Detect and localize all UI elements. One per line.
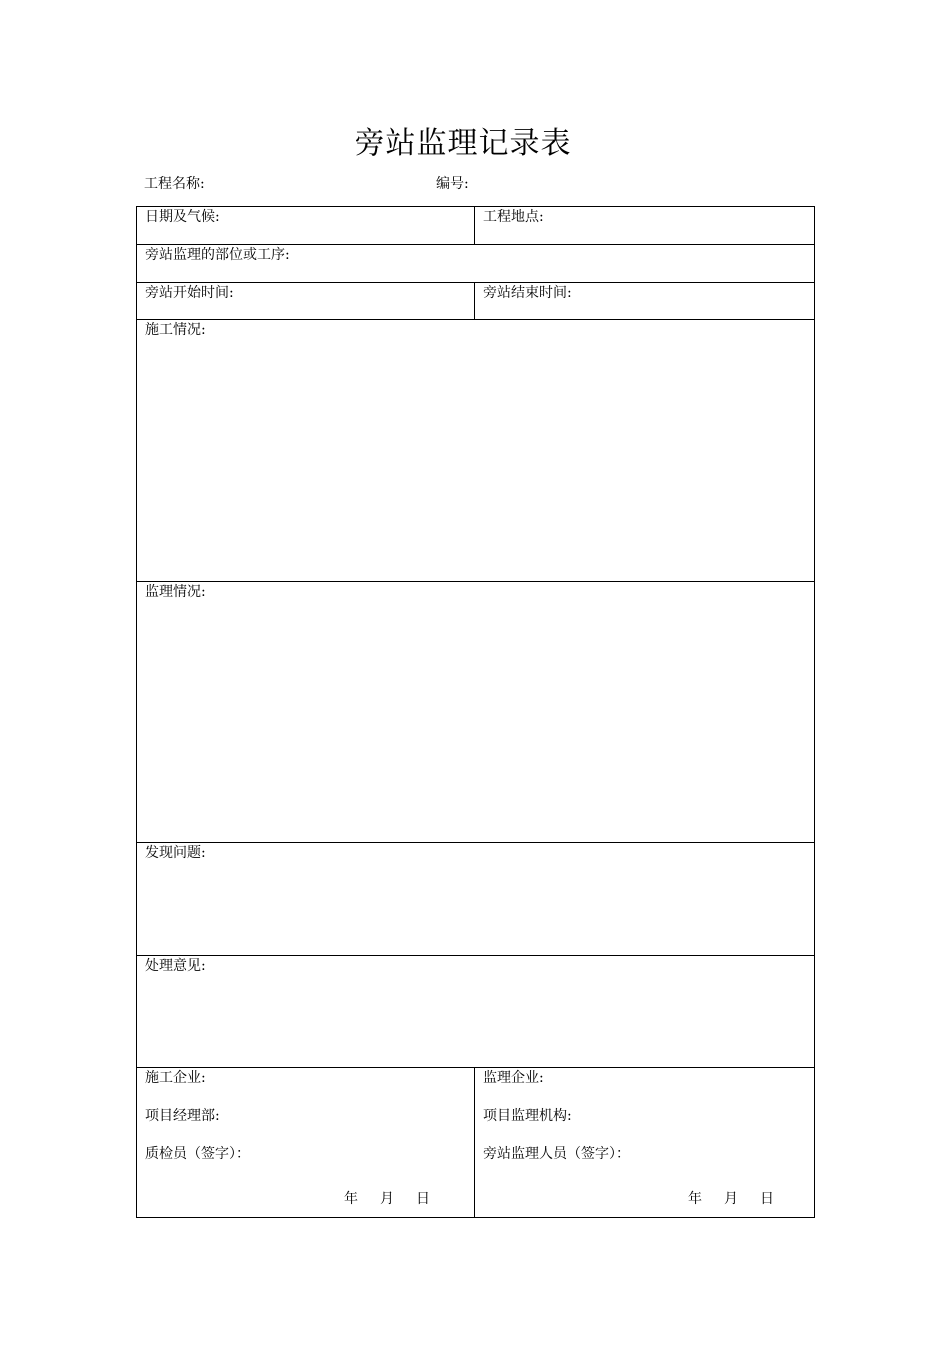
document-title: 旁站监理记录表 bbox=[354, 126, 572, 161]
problems-cell[interactable] bbox=[137, 843, 815, 956]
supervision-date-line bbox=[688, 1189, 774, 1209]
quality-inspector-signature-label: 质检员（签字）： bbox=[145, 1146, 250, 1162]
code-label: 编号: bbox=[436, 176, 469, 192]
problems-label: 发现问题: bbox=[145, 845, 206, 861]
supervision-enterprise-label: 监理企业: bbox=[483, 1070, 544, 1086]
start-time-cell[interactable] bbox=[137, 283, 475, 320]
supervision-organization-label: 项目监理机构: bbox=[483, 1108, 572, 1124]
row-construction-status bbox=[137, 320, 815, 582]
location-cell[interactable] bbox=[475, 207, 815, 245]
date-weather-cell[interactable] bbox=[137, 207, 475, 245]
construction-signature-cell[interactable] bbox=[137, 1068, 475, 1218]
day-label: 日 bbox=[760, 1191, 774, 1207]
year-label: 年 bbox=[688, 1191, 702, 1207]
construction-status-cell[interactable] bbox=[137, 320, 815, 582]
year-label: 年 bbox=[344, 1191, 358, 1207]
end-time-cell[interactable] bbox=[475, 283, 815, 320]
opinion-cell[interactable] bbox=[137, 956, 815, 1068]
row-opinion bbox=[137, 956, 815, 1068]
row-supervision-status bbox=[137, 582, 815, 843]
construction-date-line bbox=[344, 1189, 430, 1209]
row-date-location bbox=[137, 207, 815, 245]
part-process-label: 旁站监理的部位或工序: bbox=[145, 247, 290, 263]
location-label: 工程地点: bbox=[483, 209, 544, 225]
row-signatures bbox=[137, 1068, 815, 1218]
supervision-signature-cell[interactable] bbox=[475, 1068, 815, 1218]
part-process-cell[interactable] bbox=[137, 245, 815, 283]
month-label: 月 bbox=[380, 1191, 394, 1207]
row-time bbox=[137, 283, 815, 320]
start-time-label: 旁站开始时间: bbox=[145, 285, 234, 301]
supervision-status-label: 监理情况: bbox=[145, 584, 206, 600]
construction-enterprise-label: 施工企业: bbox=[145, 1070, 206, 1086]
construction-status-label: 施工情况: bbox=[145, 322, 206, 338]
date-weather-label: 日期及气候: bbox=[145, 209, 220, 225]
end-time-label: 旁站结束时间: bbox=[483, 285, 572, 301]
month-label: 月 bbox=[724, 1191, 738, 1207]
supervisor-signature-label: 旁站监理人员（签字）： bbox=[483, 1146, 630, 1162]
record-form-table bbox=[136, 206, 815, 1218]
project-department-label: 项目经理部: bbox=[145, 1108, 220, 1124]
supervision-status-cell[interactable] bbox=[137, 582, 815, 843]
row-problems bbox=[137, 843, 815, 956]
day-label: 日 bbox=[416, 1191, 430, 1207]
row-part-process bbox=[137, 245, 815, 283]
opinion-label: 处理意见: bbox=[145, 958, 206, 974]
project-name-label: 工程名称: bbox=[144, 176, 205, 192]
